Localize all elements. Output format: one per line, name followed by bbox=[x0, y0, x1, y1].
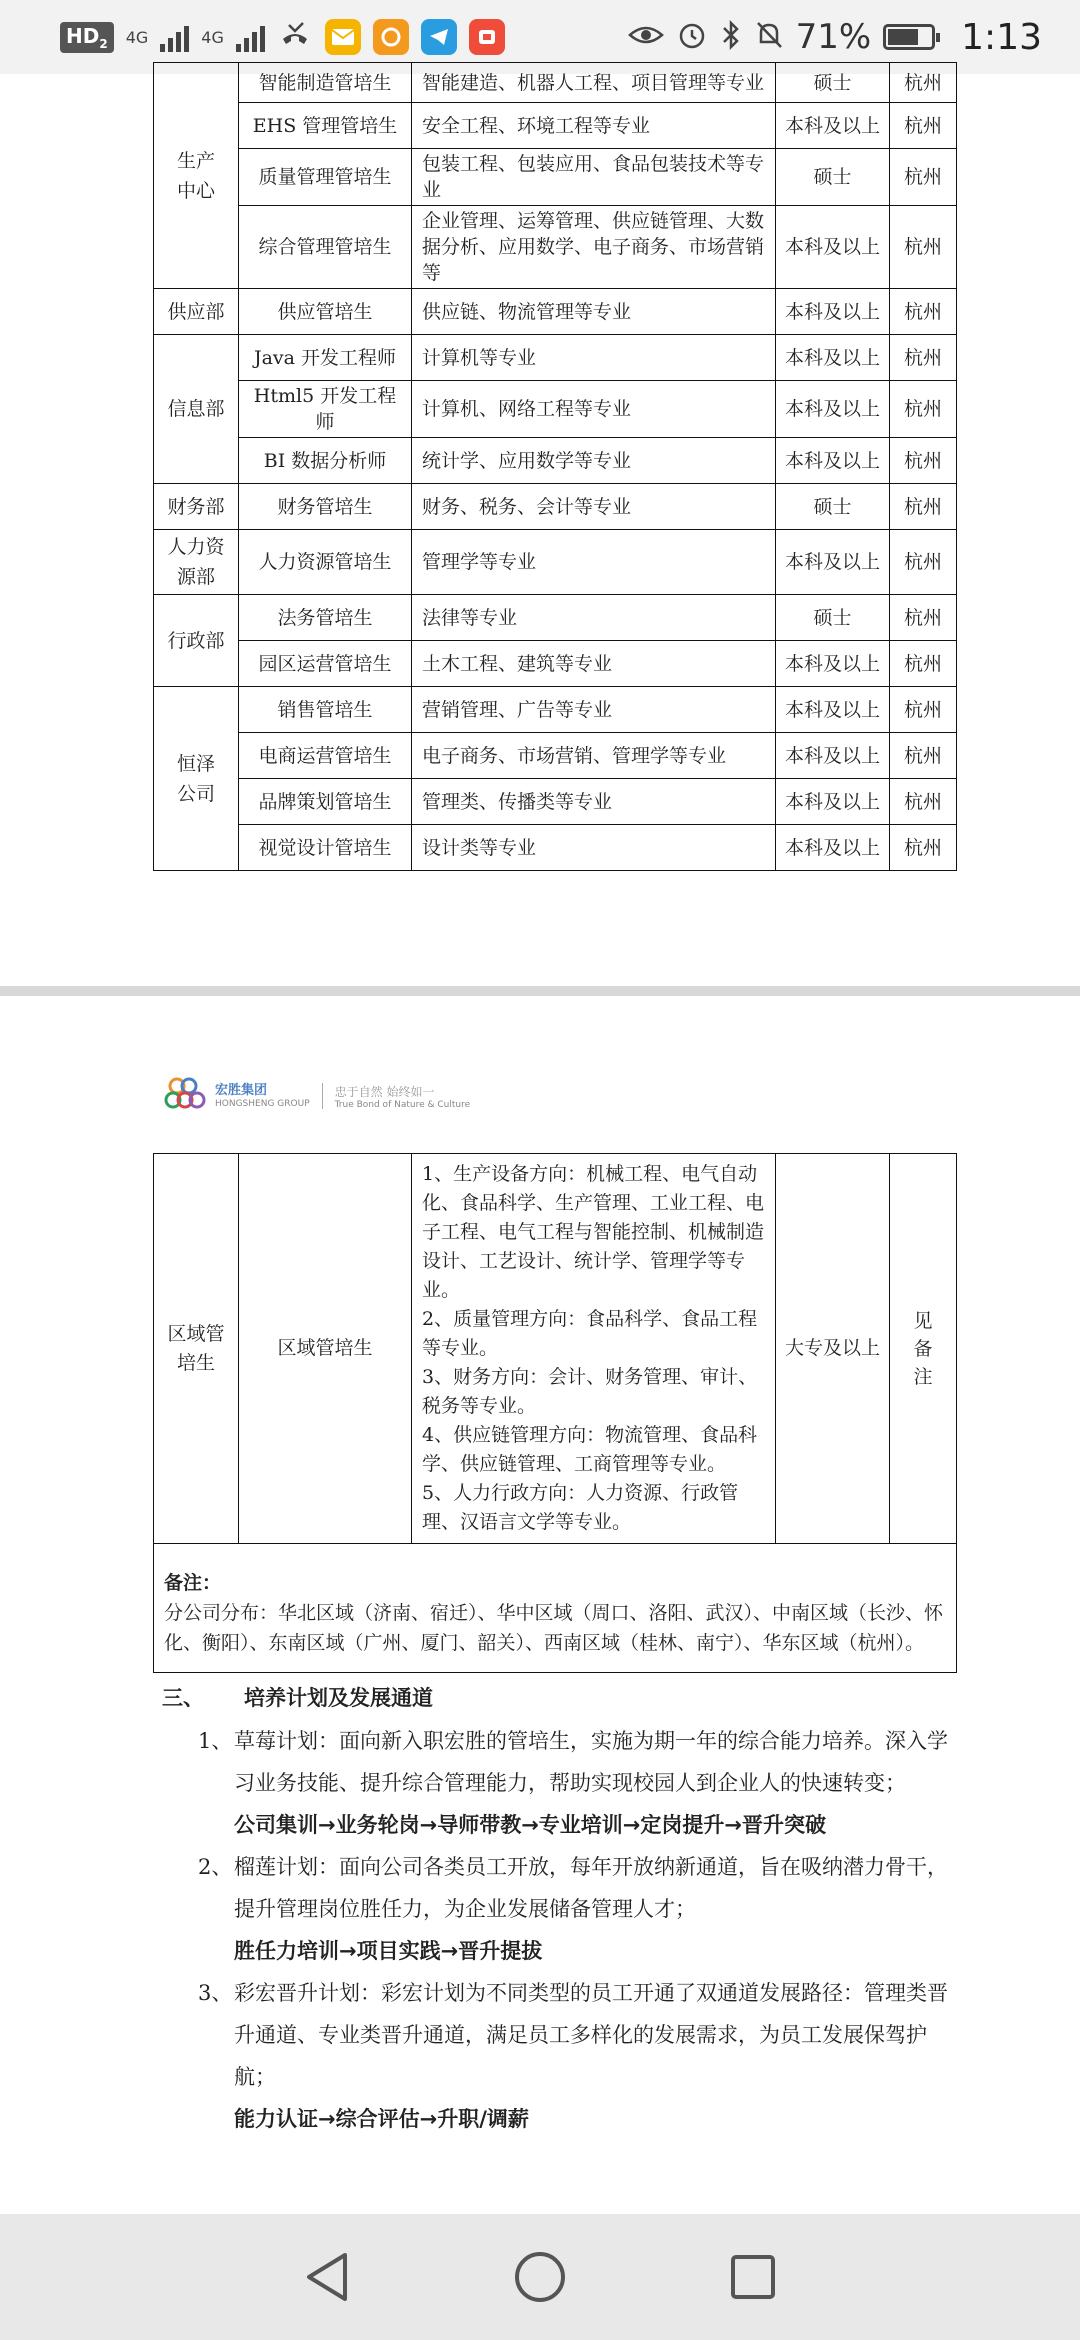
eye-icon bbox=[628, 21, 664, 53]
city-cell: 杭州 bbox=[890, 484, 957, 530]
signal-1-icon bbox=[160, 22, 189, 52]
logo-slogan: 忠于自然 始终如一 bbox=[334, 1084, 435, 1099]
city-cell: 杭州 bbox=[890, 641, 957, 687]
education-cell: 本科及以上 bbox=[776, 289, 890, 335]
major-cell: 安全工程、环境工程等专业 bbox=[412, 103, 776, 149]
bluetooth-icon bbox=[720, 19, 742, 55]
education-cell: 本科及以上 bbox=[776, 530, 890, 595]
list-item bbox=[162, 1972, 962, 2140]
dept-cell: 供应部 bbox=[154, 289, 239, 335]
education-cell: 硕士 bbox=[776, 595, 890, 641]
city-cell: 杭州 bbox=[890, 206, 957, 289]
clock: 1:13 bbox=[961, 16, 1042, 58]
table-row bbox=[154, 484, 957, 530]
back-button[interactable] bbox=[287, 2237, 367, 2317]
position-cell: 智能制造管培生 bbox=[239, 63, 412, 103]
dept-cell: 财务部 bbox=[154, 484, 239, 530]
position-cell: 法务管培生 bbox=[239, 595, 412, 641]
dept-cell: 行政部 bbox=[154, 595, 239, 687]
major-cell: 营销管理、广告等专业 bbox=[412, 687, 776, 733]
section-number: 三、 bbox=[162, 1686, 204, 1710]
dept-cell: 信息部 bbox=[154, 335, 239, 484]
major-cell: 统计学、应用数学等专业 bbox=[412, 438, 776, 484]
telegram-icon bbox=[421, 19, 457, 55]
education-cell: 本科及以上 bbox=[776, 779, 890, 825]
note-row bbox=[154, 1544, 957, 1673]
position-cell: Java 开发工程师 bbox=[239, 335, 412, 381]
major-cell: 计算机、网络工程等专业 bbox=[412, 381, 776, 438]
major-cell: 包装工程、包装应用、食品包装技术等专业 bbox=[412, 149, 776, 206]
city-cell: 杭州 bbox=[890, 381, 957, 438]
logo-sub: HONGSHENG GROUP bbox=[215, 1099, 310, 1109]
table-row bbox=[154, 63, 957, 103]
city-cell: 杭州 bbox=[890, 438, 957, 484]
table-row bbox=[154, 381, 957, 438]
major-cell: 电子商务、市场营销、管理学等专业 bbox=[412, 733, 776, 779]
education-cell: 本科及以上 bbox=[776, 381, 890, 438]
city-cell: 杭州 bbox=[890, 779, 957, 825]
item-text: 榴莲计划：面向公司各类员工开放，每年开放纳新通道，旨在吸纳潜力骨干，提升管理岗位胜任力，为企业发展储备管理人才； bbox=[234, 1855, 948, 1921]
section-training-plan bbox=[162, 1682, 962, 2140]
table-row bbox=[154, 595, 957, 641]
position-cell: 财务管培生 bbox=[239, 484, 412, 530]
major-detail-cell: 1、生产设备方向：机械工程、电气自动化、食品科学、生产管理、工业工程、电子工程、电气工程与智能控制、机械制造设计、工艺设计、统计学、管理学等专业。 2、质量管理方向：食品科学、食品工程等专业。 3、财务方向：会计、财务管理、审计、税务等专业。 4、供应链管理方向：物流管理、食品科学、供应链管理、工商管理等专业。 5、人力行政方向：人力资源、行政管理、汉语言文学等专业。 bbox=[412, 1154, 776, 1544]
item-text: 草莓计划：面向新入职宏胜的管培生，实施为期一年的综合能力培养。深入学习业务技能、提升综合管理能力，帮助实现校园人到企业人的快速转变； bbox=[234, 1729, 948, 1795]
position-cell: BI 数据分析师 bbox=[239, 438, 412, 484]
major-cell: 土木工程、建筑等专业 bbox=[412, 641, 776, 687]
uc-browser-icon bbox=[373, 19, 409, 55]
logo-slogan-en: True Bond of Nature & Culture bbox=[334, 1099, 471, 1110]
position-cell: EHS 管理管培生 bbox=[239, 103, 412, 149]
hd-badge: $HD_2$ bbox=[60, 22, 114, 53]
position-cell: 销售管培生 bbox=[239, 687, 412, 733]
major-cell: 计算机等专业 bbox=[412, 335, 776, 381]
document-page-2 bbox=[0, 996, 1080, 2214]
logo-name: 宏胜集团 bbox=[215, 1083, 268, 1098]
app-icon bbox=[469, 19, 505, 55]
table-row bbox=[154, 530, 957, 595]
education-cell: 大专及以上 bbox=[776, 1154, 890, 1544]
education-cell: 硕士 bbox=[776, 484, 890, 530]
list-item bbox=[162, 1720, 962, 1846]
position-cell: 电商运营管培生 bbox=[239, 733, 412, 779]
logo-separator bbox=[322, 1083, 323, 1109]
position-cell: Html5 开发工程师 bbox=[239, 381, 412, 438]
city-cell: 杭州 bbox=[890, 289, 957, 335]
city-cell: 杭州 bbox=[890, 825, 957, 871]
city-cell: 杭州 bbox=[890, 335, 957, 381]
table-row bbox=[154, 103, 957, 149]
status-bar-left bbox=[60, 17, 505, 57]
battery-icon bbox=[883, 24, 935, 50]
position-cell: 综合管理管培生 bbox=[239, 206, 412, 289]
education-cell: 本科及以上 bbox=[776, 206, 890, 289]
major-cell: 管理类、传播类等专业 bbox=[412, 779, 776, 825]
position-cell: 园区运营管培生 bbox=[239, 641, 412, 687]
item-number: 2、 bbox=[198, 1855, 233, 1879]
status-bar-right bbox=[628, 17, 1042, 58]
message-icon bbox=[325, 19, 361, 55]
dept-cell: 区域管 培生 bbox=[154, 1154, 239, 1544]
signal-1-label: 4G bbox=[125, 27, 149, 47]
major-cell: 管理学等专业 bbox=[412, 530, 776, 595]
note-title: 备注： bbox=[164, 1572, 222, 1594]
table-row bbox=[154, 289, 957, 335]
home-button[interactable] bbox=[500, 2237, 580, 2317]
note-text: 分公司分布：华北区域（济南、宿迁）、华中区域（周口、洛阳、武汉）、中南区域（长沙、怀化、衡阳）、东南区域（广州、厦门、韶关）、西南区域（桂林、南宁）、华东区域（杭州）。 bbox=[164, 1602, 944, 1654]
company-logo bbox=[163, 1076, 470, 1116]
education-cell: 本科及以上 bbox=[776, 641, 890, 687]
battery-percent: 71% bbox=[795, 17, 872, 57]
table-row bbox=[154, 641, 957, 687]
position-cell: 质量管理管培生 bbox=[239, 149, 412, 206]
education-cell: 本科及以上 bbox=[776, 733, 890, 779]
table-row bbox=[154, 779, 957, 825]
education-cell: 本科及以上 bbox=[776, 687, 890, 733]
major-cell: 法律等专业 bbox=[412, 595, 776, 641]
regional-table bbox=[153, 1153, 957, 1673]
back-icon bbox=[301, 2249, 353, 2305]
table-row bbox=[154, 438, 957, 484]
item-text: 彩宏晋升计划：彩宏计划为不同类型的员工开通了双通道发展路径：管理类晋升通道、专业类晋升通道，满足员工多样化的发展需求，为员工发展保驾护航； bbox=[234, 1981, 948, 2089]
table-row bbox=[154, 206, 957, 289]
city-cell: 杭州 bbox=[890, 149, 957, 206]
table-row bbox=[154, 335, 957, 381]
alarm-icon bbox=[676, 19, 708, 55]
section-title: 培养计划及发展通道 bbox=[244, 1686, 433, 1710]
city-cell: 杭州 bbox=[890, 103, 957, 149]
table-row bbox=[154, 1154, 957, 1544]
document-page-1 bbox=[0, 71, 1080, 986]
dept-cell: 生产 中心 bbox=[154, 63, 239, 289]
signal-2-icon bbox=[236, 22, 265, 52]
signal-2-label: 4G bbox=[201, 27, 224, 47]
city-cell: 杭州 bbox=[890, 733, 957, 779]
major-cell: 企业管理、运筹管理、供应链管理、大数据分析、应用数学、电子商务、市场营销等 bbox=[412, 206, 776, 289]
item-flow: 能力认证→综合评估→升职/调薪 bbox=[234, 2107, 529, 2131]
position-cell: 供应管培生 bbox=[239, 289, 412, 335]
major-cell: 智能建造、机器人工程、项目管理等专业 bbox=[412, 63, 776, 103]
item-number: 3、 bbox=[198, 1981, 233, 2005]
major-cell: 财务、税务、会计等专业 bbox=[412, 484, 776, 530]
dept-cell: 恒泽 公司 bbox=[154, 687, 239, 871]
positions-table bbox=[153, 62, 957, 871]
note-cell bbox=[154, 1544, 957, 1673]
education-cell: 本科及以上 bbox=[776, 825, 890, 871]
education-cell: 硕士 bbox=[776, 149, 890, 206]
education-cell: 本科及以上 bbox=[776, 335, 890, 381]
table-row bbox=[154, 733, 957, 779]
recents-button[interactable] bbox=[713, 2237, 793, 2317]
missed-call-icon bbox=[277, 17, 313, 57]
list-item bbox=[162, 1846, 962, 1972]
recents-icon bbox=[728, 2252, 778, 2302]
item-flow: 胜任力培训→项目实践→晋升提拔 bbox=[234, 1939, 543, 1963]
city-cell: 杭州 bbox=[890, 530, 957, 595]
position-cell: 视觉设计管培生 bbox=[239, 825, 412, 871]
navigation-bar bbox=[0, 2214, 1080, 2340]
table-row bbox=[154, 149, 957, 206]
home-icon bbox=[512, 2249, 568, 2305]
education-cell: 本科及以上 bbox=[776, 438, 890, 484]
section-heading bbox=[162, 1682, 962, 1712]
mute-icon bbox=[754, 19, 784, 55]
item-flow: 公司集训→业务轮岗→导师带教→专业培训→定岗提升→晋升突破 bbox=[234, 1813, 826, 1837]
education-cell: 硕士 bbox=[776, 63, 890, 103]
city-cell: 杭州 bbox=[890, 595, 957, 641]
position-cell: 区域管培生 bbox=[239, 1154, 412, 1544]
dept-cell: 人力资 源部 bbox=[154, 530, 239, 595]
city-cell: 杭州 bbox=[890, 63, 957, 103]
position-cell: 品牌策划管培生 bbox=[239, 779, 412, 825]
education-cell: 本科及以上 bbox=[776, 103, 890, 149]
city-cell: 见 备 注 bbox=[890, 1154, 957, 1544]
table-row bbox=[154, 825, 957, 871]
item-number: 1、 bbox=[198, 1729, 233, 1753]
table-row bbox=[154, 687, 957, 733]
city-cell: 杭州 bbox=[890, 687, 957, 733]
logo-rings-icon bbox=[163, 1076, 207, 1116]
major-cell: 供应链、物流管理等专业 bbox=[412, 289, 776, 335]
position-cell: 人力资源管培生 bbox=[239, 530, 412, 595]
page-divider bbox=[0, 986, 1080, 996]
major-cell: 设计类等专业 bbox=[412, 825, 776, 871]
